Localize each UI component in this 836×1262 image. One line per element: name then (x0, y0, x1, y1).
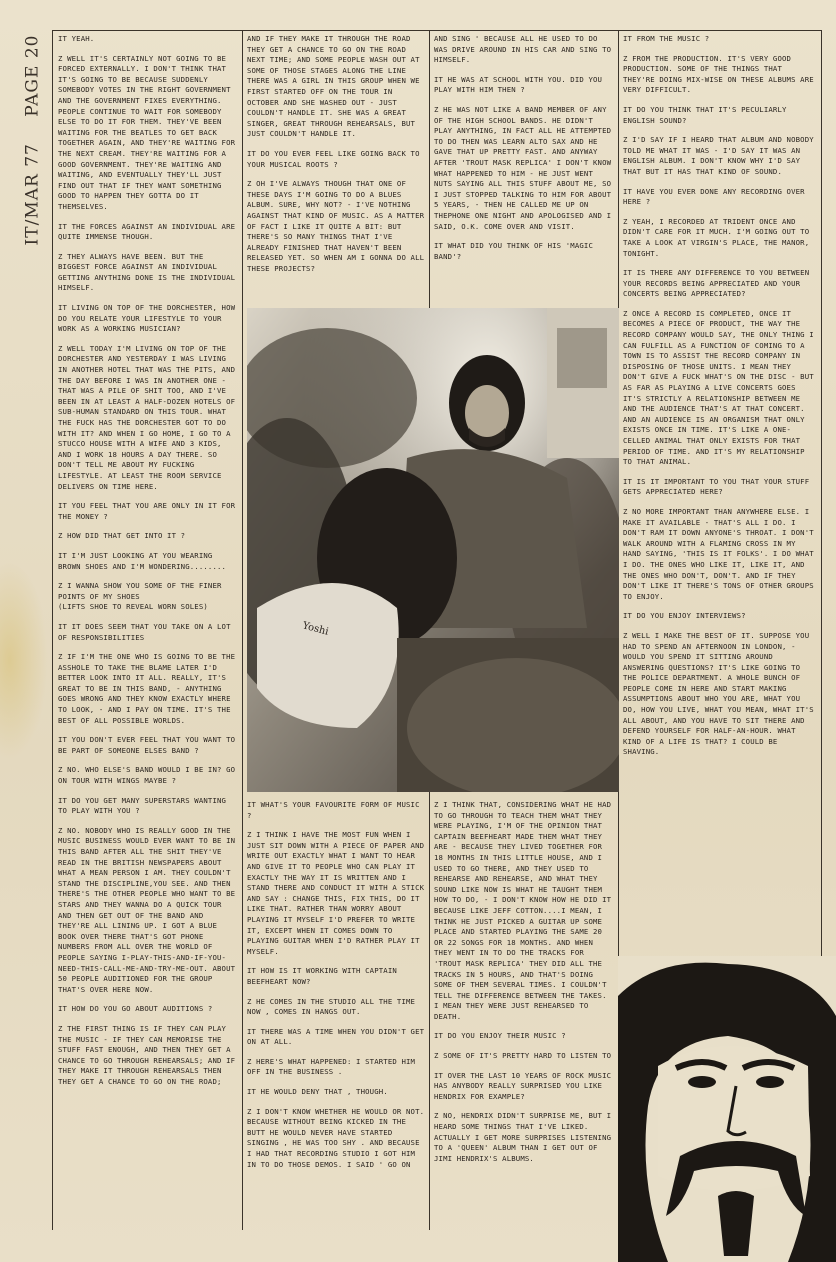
interview-paragraph: IT DO YOU ENJOY THEIR MUSIC ? (434, 1031, 566, 1041)
portrait-drawing (618, 956, 836, 1262)
article-column-1 (58, 34, 238, 1230)
interview-paragraph: Z WELL TODAY I'M LIVING ON TOP OF THE DORCHESTER AND YESTERDAY I WAS LIVING IN ANOTHER HOTEL THAT WAS THE PITS, AND THE DAY BEFORE I WAS IN ANOTHER ONE - THAT WAS A PILE OF SHIT TOO, AND I'VE BEEN IN AT LEAST A HALF-DOZEN HOTELS OF SUB-HUMAN STANDARD ON THIS TOUR. WHAT THE FUCK HAS THE DORCHESTER GOT TO DO WITH IT? AND WHEN I GO HOME, I GO TO A STUCCO HOUSE WITH A WIFE AND 3 KIDS, AND I WORK 18 HOURS A DAY THERE. SO DON'T TELL ME ABOUT MY FUCKING LIFESTYLE. AT LEAST THE ROOM SERVICE DELIVERS ON TIME HERE. (58, 343, 236, 491)
column-rule (242, 30, 243, 1230)
interview-paragraph: IT HOW IS IT WORKING WITH CAPTAIN BEEFHEART NOW? (247, 966, 397, 986)
interview-paragraph: IT DO YOU ENJOY INTERVIEWS? (623, 611, 746, 621)
interview-paragraph: IT DO YOU THINK THAT IT'S PECULIARLY ENGLISH SOUND? (623, 104, 787, 125)
interview-paragraph: IT DO YOU EVER FEEL LIKE GOING BACK TO YOUR MUSICAL ROOTS ? (247, 148, 420, 169)
interview-paragraph: Z I DON'T KNOW WHETHER HE WOULD OR NOT. BECAUSE WITHOUT BEING KICKED IN THE BUTT HE WOULD NEVER HAVE STARTED SINGING , HE WAS TOO SHY . AND BECAUSE I HAD THAT RECORDING STUDIO I GOT HIM IN TO DO THOSE DEMOS. I SAID ' GO ON (247, 1106, 425, 1169)
interview-paragraph: Z WELL I MAKE THE BEST OF IT. SUPPOSE YOU HAD TO SPEND AN AFTERNOON IN LONDON, - WOULD YOU SPEND IT SITTING AROUND ANSWERING QUESTIONS? IT'S LIKE GOING TO THE POLICE DEPARTMENT. A WHOLE BUNCH OF PEOPLE COME IN HERE AND START MAKING ASSUMPTIONS ABOUT WHO YOU ARE, WHAT YOU DO, HOW YOU LIVE, WHAT YOU MEAN, WHAT IT'S ALL ABOUT, AND YOU HAVE TO SIT THERE AND DEFEND YOURSELF FOR HALF-AN-HOUR. WHAT KIND OF A LIFE IS THAT? I COULD BE SHAVING. (623, 630, 814, 757)
column-rule (821, 30, 822, 956)
interview-paragraph: Z I WANNA SHOW YOU SOME OF THE FINER POINTS OF MY SHOES (LIFTS SHOE TO REVEAL WORN SOLES) (58, 581, 222, 612)
article-column-4 (623, 34, 817, 952)
interview-paragraph: IT IS IT IMPORTANT TO YOU THAT YOUR STUFF GETS APPRECIATED HERE? (623, 476, 810, 497)
interview-paragraph: IT WHAT'S YOUR FAVOURITE FORM OF MUSIC ? (247, 800, 420, 820)
column-rule (52, 30, 53, 1230)
interview-paragraph: AND SING ' BECAUSE ALL HE USED TO DO WAS DRIVE AROUND IN HIS CAR AND SING TO HIMSELF. (434, 34, 612, 65)
interview-paragraph: Z SOME OF IT'S PRETTY HARD TO LISTEN TO (434, 1051, 612, 1061)
interview-paragraph: Z YEAH, I RECORDED AT TRIDENT ONCE AND DIDN'T CARE FOR IT MUCH. I'M GOING OUT TO TAKE A LOOK AT VIRGIN'S PLACE, THE MANOR, TONIGHT. (623, 216, 810, 258)
interview-paragraph: IT DO YOU GET MANY SUPERSTARS WANTING TO PLAY WITH YOU ? (58, 795, 227, 816)
page-header (14, 30, 50, 250)
interview-paragraph: IT I'M JUST LOOKING AT YOU WEARING BROWN SHOES AND I'M WONDERING........ (58, 550, 227, 571)
interview-paragraph: Z ONCE A RECORD IS COMPLETED, ONCE IT BECOMES A PIECE OF PRODUCT, THE WAY THE RECORD COMPANY WOULD SAY, THE ONLY THING I CAN FULFILL AS A FUNCTION OF COMING TO A TOWN IS TO ASSIST THE RECORD COMPANY IN DISPOSING OF THOSE UNITS. I MEAN THEY DON'T GIVE A FUCK WHAT'S ON THE DISC - BUT AS FAR AS PLAYING A LIVE CONCERTS GOES IT'S STRICTLY A RELATIONSHIP BETWEEN ME AND THE AUDIENCE THAT'S AT THAT CONCERT. AND AN AUDIENCE IS AN ORGANISM THAT ONLY EXISTS ONCE IN TIME. IT'S LIKE A ONE-CELLED ANIMAL THAT ONLY EXISTS FOR THAT PERIOD OF TIME. AND IT'S MY RELATIONSHIP TO THAT ANIMAL. (623, 308, 814, 467)
interview-paragraph: Z HERE'S WHAT HAPPENED: I STARTED HIM OFF IN THE BUSINESS . (247, 1056, 416, 1077)
interview-paragraph: IT HAVE YOU EVER DONE ANY RECORDING OVER HERE ? (623, 186, 805, 207)
svg-text:Yoshi: Yoshi (301, 620, 330, 638)
interview-paragraph: IT LIVING ON TOP OF THE DORCHESTER, HOW DO YOU RELATE YOUR LIFESTYLE TO YOUR WORK AS A WORKING MUSICIAN? (58, 303, 236, 334)
interview-paragraph: Z OH I'VE ALWAYS THOUGH THAT ONE OF THESE DAYS I'M GOING TO DO A BLUES ALBUM. SURE, WHY NOT? - I'VE NOTHING AGAINST THAT KIND OF MUSIC. AS A MATTER OF FACT I LIKE IT QUITE A BIT: BUT THERE'S SO MANY THINGS THAT I'VE ALREADY FINISHED THAT HAVEN'T BEEN RELEASED YET. SO WHEN AM I GONNA DO ALL THESE PROJECTS? (247, 179, 425, 273)
article-column-2-bottom (247, 800, 425, 1230)
interview-paragraph: Z HE COMES IN THE STUDIO ALL THE TIME NOW , COMES IN HANGS OUT. (247, 996, 416, 1017)
interview-paragraph: IT HE WOULD DENY THAT , THOUGH. (247, 1087, 388, 1097)
article-column-3-top (434, 34, 614, 306)
photo-zappa (247, 308, 619, 792)
interview-paragraph: IT YEAH. (58, 34, 95, 43)
interview-paragraph: Z NO, HENDRIX DIDN'T SURPRISE ME, BUT I HEARD SOME THINGS THAT I'VE LIKED. ACTUALLY I GET MORE SURPRISES LISTENING TO A 'QUEEN' ALBUM THAN I GET OUT OF JIMI HENDRIX'S ALBUMS. (434, 1111, 612, 1163)
interview-paragraph: IT HOW DO YOU GO ABOUT AUDITIONS ? (58, 1004, 213, 1014)
interview-paragraph: Z WELL IT'S CERTAINLY NOT GOING TO BE FORCED EXTERNALLY. I DON'T THINK THAT IT'S GOING TO BE BECAUSE SUDDENLY SOMEBODY VOTES IN THE RIGHT GOVERNMENT AND THE GOVERNMENT FIXES EVERYTHING. PEOPLE CONTINUE TO WAIT FOR SOMEBODY ELSE TO DO IT FOR THEM. THEY'VE BEEN WAITING FOR THE BEATLES TO GET BACK TOGETHER AGAIN, AND THEY'RE WAITING FOR THE NEXT CREAM. THEY'RE WAITING FOR A GOOD GOVERNMENT. THEY'RE WAITING AND WAITING, AND EVENTUALLY THEY'LL JUST FIND OUT THAT IF THEY WANT SOMETHING GOOD TO HAPPEN THEY GOTTA DO IT THEMSELVES. (58, 53, 236, 211)
interview-paragraph: IT YOU DON'T EVER FEEL THAT YOU WANT TO BE PART OF SOMEONE ELSES BAND ? (58, 735, 236, 755)
article-column-3-bottom (434, 800, 614, 1230)
interview-paragraph: Z I THINK THAT, CONSIDERING WHAT HE HAD TO GO THROUGH TO TEACH THEM WHAT THEY WERE PLAYING, I'M OF THE OPINION THAT CAPTAIN BEEFHEART MADE THEM WHAT THEY ARE - BECAUSE THEY LIVED TOGETHER FOR 18 MONTHS IN THIS LITTLE HOUSE, AND I USED TO GO THERE, AND THEY USED TO REHEARSE AND REHEARSE, AND WHAT THEY SOUND LIKE NOW IS WHAT HE TAUGHT THEM HOW TO DO, - I DON'T KNOW HOW HE DID IT BECAUSE LIKE JEFF COTTON....I MEAN, I THINK HE JUST PICKED A GUITAR UP SOME PLACE AND STARTED PLAYING THE SAME 20 OR 22 SONGS FOR 18 MONTHS. AND WHEN THEY WENT IN TO DO THE TRACKS FOR 'TROUT MASK REPLICA' THEY DID ALL THE TRACKS IN 5 HOURS, AND THAT'S DOING SOME OF THEM SEVERAL TIMES. I COULDN'T TELL THE DIFFERENCE BETWEEN THE TAKES. I MEAN THEY WERE JUST REHEARSED TO DEATH. (434, 800, 612, 1021)
interview-paragraph: Z I THINK I HAVE THE MOST FUN WHEN I JUST SIT DOWN WITH A PIECE OF PAPER AND WRITE OUT EXACTLY WHAT I WANT TO HEAR AND GIVE IT TO PEOPLE WHO CAN PLAY IT EXACTLY THE WAY IT IS WRITTEN AND I STAND THERE AND CONDUCT IT WITH A STICK AND SAY : CHANGE THIS, FIX THIS, DO IT LIKE THAT. RATHER THAN WORRY ABOUT PLAYING IT MYSELF I'D PREFER TO WRITE IT, EXCEPT WHEN IT COMES DOWN TO PLAYING GUITAR WHEN I'D RATHER PLAY IT MYSELF. (247, 830, 425, 956)
interview-paragraph: Z NO. WHO ELSE'S BAND WOULD I BE IN? GO ON TOUR WITH WINGS MAYBE ? (58, 765, 236, 786)
interview-paragraph: Z NO MORE IMPORTANT THAN ANYWHERE ELSE. I MAKE IT AVAILABLE - THAT'S ALL I DO. I DON'T RAM IT DOWN ANYONE'S THROAT. I DON'T WALK AROUND WITH A FLAMING CROSS IN MY HAND SAYING, 'THIS IS IT FOLKS'. I DO WHAT I DO. THE ONES WHO LIKE IT, LIKE IT, AND THE ONES WHO DON'T, DON'T. AND IF THEY DON'T LIKE IT THERE'S TONS OF OTHER GROUPS TO ENJOY. (623, 506, 814, 601)
interview-paragraph: IT HE WAS AT SCHOOL WITH YOU. DID YOU PLAY WITH HIM THEN ? (434, 74, 603, 95)
interview-paragraph: Z THEY ALWAYS HAVE BEEN. BUT THE BIGGEST FORCE AGAINST AN INDIVIDUAL GETTING ANYTHING DONE IS THE INDIVIDUAL HIMSELF. (58, 251, 236, 293)
interview-paragraph: Z FROM THE PRODUCTION. IT'S VERY GOOD PRODUCTION. SOME OF THE THINGS THAT THEY'RE DOING MIX-WISE ON THESE ALBUMS ARE VERY DIFFICULT. (623, 53, 814, 95)
interview-paragraph: Z I'D SAY IF I HEARD THAT ALBUM AND NOBODY TOLD ME WHAT IT WAS - I'D SAY IT WAS AN ENGLISH ALBUM. I DON'T KNOW WHY I'D SAY THAT BUT IT HAS THAT KIND OF SOUND. (623, 135, 814, 176)
zappa-portrait-illustration (618, 956, 836, 1262)
interview-paragraph: IT IT DOES SEEM THAT YOU TAKE ON A LOT OF RESPONSIBILITIES (58, 621, 231, 642)
photo-image (247, 308, 619, 792)
interview-paragraph: IT IS THERE ANY DIFFERENCE TO YOU BETWEEN YOUR RECORDS BEING APPRECIATED AND YOUR CONCERTS BEING APPRECIATED? (623, 268, 810, 299)
interview-paragraph: IT YOU FEEL THAT YOU ARE ONLY IN IT FOR THE MONEY ? (58, 501, 236, 521)
interview-paragraph: IT THERE WAS A TIME WHEN YOU DIDN'T GET ON AT ALL. (247, 1026, 425, 1047)
page-number: PAGE 20 (22, 34, 42, 117)
interview-paragraph: IT FROM THE MUSIC ? (623, 34, 710, 43)
interview-paragraph: Z THE FIRST THING IS IF THEY CAN PLAY THE MUSIC - IF THEY CAN MEMORISE THE STUFF FAST ENOUGH, AND THEN THEY GET A CHANCE TO GO THROUGH REHEARSALS; AND IF THEY MAKE IT THROUGH REHEARSALS THEN THEY GET A CHANCE TO GO ON THE ROAD; (58, 1023, 236, 1086)
interview-paragraph: Z NO. NOBODY WHO IS REALLY GOOD IN THE MUSIC BUSINESS WOULD EVER WANT TO BE IN THIS BAND AFTER ALL THE SHIT THEY'VE READ IN THE BRITISH NEWSPAPERS ABOUT WHAT A MEAN PERSON I AM. THEY COULDN'T STAND THE DISCIPLINE,YOU SEE. AND THEN THERE'S THE OTHER PEOPLE WHO WANT TO BE STARS AND THEY WANNA DO A QUICK TOUR AND THEN GET OUT OF THE BAND AND THEY'RE ALL LINING UP. I GOT A BLUE BOOK OVER THERE THAT'S GOT PHONE NUMBERS FROM ALL OVER THE WORLD OF PEOPLE SAYING I-PLAY-THIS-AND-IF-YOU-NEED-THIS-CALL-ME-AND-TRY-ME-OUT. ABOUT 50 PEOPLE AUDITIONED FOR THE GROUP THAT'S OVER HERE NOW. (58, 825, 236, 994)
interview-paragraph: IT OVER THE LAST 10 YEARS OF ROCK MUSIC HAS ANYBODY REALLY SURPRISED YOU LIKE HENDRIX FOR EXAMPLE? (434, 1070, 612, 1101)
interview-paragraph: AND IF THEY MAKE IT THROUGH THE ROAD THEY GET A CHANCE TO GO ON THE ROAD NEXT TIME; AND SOME PEOPLE WASH OUT AT SOME OF THOSE STAGES ALONG THE LINE THERE WAS A GIRL IN THIS GROUP WHEN WE FIRST STARTED OFF ON THE TOUR IN OCTOBER AND SHE WASHED OUT - JUST COULDN'T HANDLE IT. SHE WAS A GREAT SINGER, GREAT THROUGH REHEARSALS, BUT JUST COULDN'T HANDLE IT. (247, 34, 420, 139)
interview-paragraph: Z HOW DID THAT GET INTO IT ? (58, 531, 186, 541)
interview-paragraph: Z IF I'M THE ONE WHO IS GOING TO BE THE ASSHOLE TO TAKE THE BLAME LATER I'D BETTER LOOK INTO IT ALL. REALLY, IT'S GREAT TO BE IN THIS BAND, - ANYTHING GOES WRONG AND THEY KNOW EXACTLY WHERE TO LOOK, - AND I PAY ON TIME. IT'S THE BEST OF ALL POSSIBLE WORLDS. (58, 652, 236, 725)
interview-paragraph: IT WHAT DID YOU THINK OF HIS 'MAGIC BAND'? (434, 241, 594, 261)
column-rule (52, 30, 822, 31)
paper-stain (0, 560, 48, 760)
article-column-2-top (247, 34, 425, 306)
interview-paragraph: IT THE FORCES AGAINST AN INDIVIDUAL ARE QUITE IMMENSE THOUGH. (58, 221, 236, 242)
interview-paragraph: Z HE WAS NOT LIKE A BAND MEMBER OF ANY OF THE HIGH SCHOOL BANDS. HE DIDN'T PLAY ANYTHING, IN FACT ALL HE ATTEMPTED TO DO THEN WAS LEARN ALTO SAX AND HE GAVE THAT UP PRETTY FAST. AND ANYWAY AFTER 'TROUT MASK REPLICA' I DON'T KNOW WHAT HAPPENED TO HIM - HE JUST WENT NUTS SAYING ALL THIS STUFF ABOUT ME, SO I JUST STOPPED TALKING TO HIM FOR ABOUT 5 YEARS, - THEN HE CALLED ME UP ON THEPHONE ONE NIGHT AND APOLOGISED AND I SAID, O.K. COME OVER AND VISIT. (434, 104, 612, 231)
issue-label: IT/MAR 77 (22, 143, 42, 246)
